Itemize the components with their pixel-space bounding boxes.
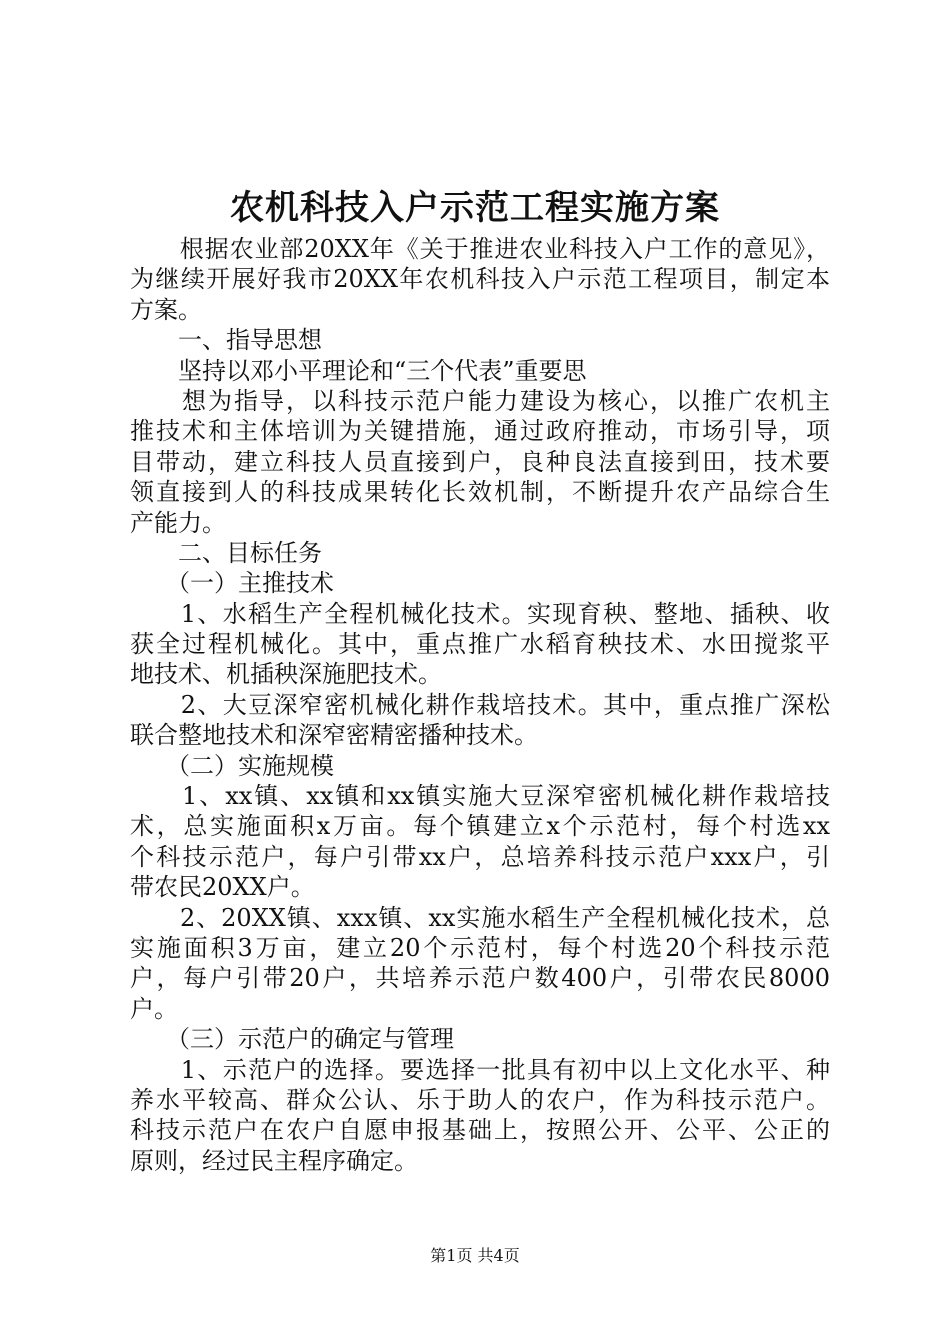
body-line: 户，每户引带20户，共培养示范户数400户，引带农民8000 — [130, 964, 830, 993]
body-line: 2、大豆深窄密机械化耕作栽培技术。其中，重点推广深松 — [130, 690, 830, 719]
body-line: 获全过程机械化。其中，重点推广水稻育秧技术、水田搅浆平 — [130, 630, 830, 659]
body-line: 领直接到人的科技成果转化长效机制，不断提升农产品综合生 — [130, 478, 830, 507]
body-line: 联合整地技术和深窄密精密播种技术。 — [130, 721, 538, 750]
page-footer: 第1页 共4页 — [430, 1246, 520, 1265]
document-body — [130, 234, 830, 1176]
body-line: 科技示范户在农户自愿申报基础上，按照公开、公平、公正的 — [130, 1116, 830, 1145]
body-line: 地技术、机插秧深施肥技术。 — [130, 660, 442, 689]
body-line: 术，总实施面积x万亩。每个镇建立x个示范村，每个村选xx — [130, 812, 830, 841]
body-line: （一）主推技术 — [130, 569, 334, 598]
body-line: 想为指导，以科技示范户能力建设为核心，以推广农机主 — [130, 386, 830, 415]
body-line: 原则，经过民主程序确定。 — [130, 1146, 418, 1175]
body-line: 1、示范户的选择。要选择一批具有初中以上文化水平、种 — [130, 1055, 830, 1084]
body-line: 户。 — [130, 994, 178, 1023]
document-title: 农机科技入户示范工程实施方案 — [230, 188, 720, 228]
body-line: （三）示范户的确定与管理 — [130, 1025, 454, 1054]
body-line: 2、20XX镇、xxx镇、xx实施水稻生产全程机械化技术，总 — [130, 903, 830, 932]
body-line: 1、水稻生产全程机械化技术。实现育秧、整地、插秧、收 — [130, 599, 830, 628]
body-line: 推技术和主体培训为关键措施，通过政府推动，市场引导，项 — [130, 417, 830, 446]
body-line: （二）实施规模 — [130, 751, 334, 780]
body-line: 二、目标任务 — [130, 538, 322, 567]
body-line: 一、指导思想 — [130, 326, 322, 355]
body-line: 1、xx镇、xx镇和xx镇实施大豆深窄密机械化耕作栽培技 — [130, 782, 830, 811]
body-line: 实施面积3万亩，建立20个示范村，每个村选20个科技示范 — [130, 933, 830, 962]
body-line: 养水平较高、群众公认、乐于助人的农户，作为科技示范户。 — [130, 1085, 830, 1114]
body-line: 产能力。 — [130, 508, 226, 537]
body-line: 方案。 — [130, 295, 202, 324]
body-line: 带农民20XX户。 — [130, 873, 315, 902]
body-line: 为继续开展好我市20XX年农机科技入户示范工程项目，制定本 — [130, 265, 830, 294]
body-line: 根据农业部20XX年《关于推进农业科技入户工作的意见》， — [130, 235, 830, 263]
body-line: 目带动，建立科技人员直接到户，良种良法直接到田，技术要 — [130, 447, 830, 476]
body-line: 坚持以邓小平理论和“三个代表”重要思 — [130, 356, 587, 385]
body-line: 个科技示范户，每户引带xx户，总培养科技示范户xxx户，引 — [130, 842, 830, 871]
